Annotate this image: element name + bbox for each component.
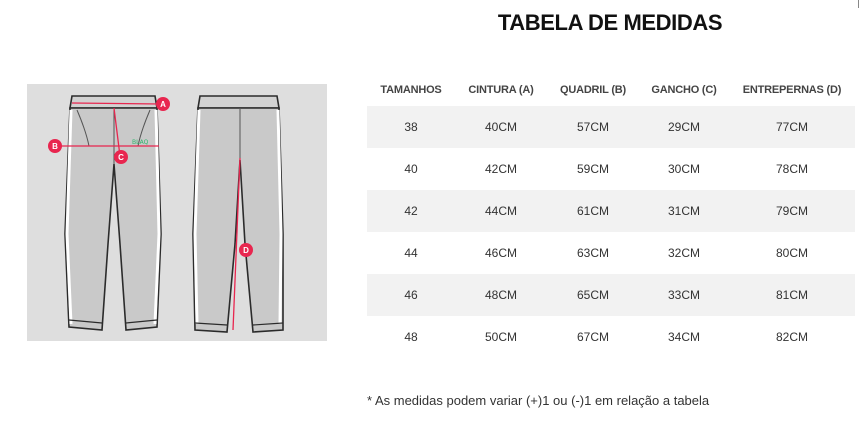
table-row bbox=[367, 148, 855, 190]
cell-waist: 40CM bbox=[455, 106, 547, 148]
pants-measurement-figure bbox=[27, 84, 327, 341]
header-gancho: GANCHO (C) bbox=[651, 84, 717, 96]
cell-inseam: 78CM bbox=[729, 148, 855, 190]
svg-text:C: C bbox=[118, 153, 124, 162]
header-tamanhos: TAMANHOS bbox=[380, 84, 442, 96]
pants-back-view bbox=[193, 96, 283, 332]
cell-hip: 67CM bbox=[547, 316, 639, 358]
table-header-row bbox=[367, 74, 855, 106]
cell-hip: 63CM bbox=[547, 232, 639, 274]
header-cintura: CINTURA (A) bbox=[468, 84, 534, 96]
cell-size: 44 bbox=[367, 232, 455, 274]
cell-inseam: 80CM bbox=[729, 232, 855, 274]
cell-hip: 61CM bbox=[547, 190, 639, 232]
cell-rise: 33CM bbox=[639, 274, 729, 316]
cell-waist: 42CM bbox=[455, 148, 547, 190]
cell-size: 46 bbox=[367, 274, 455, 316]
cell-rise: 34CM bbox=[639, 316, 729, 358]
svg-text:D: D bbox=[243, 246, 249, 255]
cell-size: 42 bbox=[367, 190, 455, 232]
table-row bbox=[367, 316, 855, 358]
marker-a bbox=[156, 97, 170, 111]
corner-mark bbox=[858, 0, 859, 8]
table-row bbox=[367, 232, 855, 274]
cell-rise: 30CM bbox=[639, 148, 729, 190]
cell-waist: 50CM bbox=[455, 316, 547, 358]
pants-front-view bbox=[54, 96, 161, 330]
marker-d bbox=[239, 243, 253, 257]
cell-hip: 65CM bbox=[547, 274, 639, 316]
cell-rise: 32CM bbox=[639, 232, 729, 274]
cell-waist: 48CM bbox=[455, 274, 547, 316]
page-title: TABELA DE MEDIDAS bbox=[497, 10, 723, 35]
cell-inseam: 82CM bbox=[729, 316, 855, 358]
cell-waist: 46CM bbox=[455, 232, 547, 274]
cell-inseam: 81CM bbox=[729, 274, 855, 316]
cell-size: 38 bbox=[367, 106, 455, 148]
cell-size: 40 bbox=[367, 148, 455, 190]
cell-waist: 44CM bbox=[455, 190, 547, 232]
cell-rise: 31CM bbox=[639, 190, 729, 232]
table-row bbox=[367, 190, 855, 232]
svg-text:A: A bbox=[160, 100, 166, 109]
marker-b bbox=[48, 139, 62, 153]
cell-inseam: 77CM bbox=[729, 106, 855, 148]
header-quadril: QUADRIL (B) bbox=[559, 84, 627, 96]
marker-c bbox=[114, 150, 128, 164]
header-entrepernas: ENTREPERNAS (D) bbox=[742, 84, 842, 96]
table-row bbox=[367, 274, 855, 316]
table-row bbox=[367, 106, 855, 148]
size-table bbox=[367, 74, 855, 358]
cell-rise: 29CM bbox=[639, 106, 729, 148]
cell-size: 48 bbox=[367, 316, 455, 358]
svg-text:B: B bbox=[52, 142, 58, 151]
cell-hip: 59CM bbox=[547, 148, 639, 190]
waist-tag: BLAQ bbox=[132, 139, 149, 146]
cell-inseam: 79CM bbox=[729, 190, 855, 232]
cell-hip: 57CM bbox=[547, 106, 639, 148]
footnote: * As medidas podem variar (+)1 ou (-)1 em relação a tabela bbox=[367, 393, 710, 408]
